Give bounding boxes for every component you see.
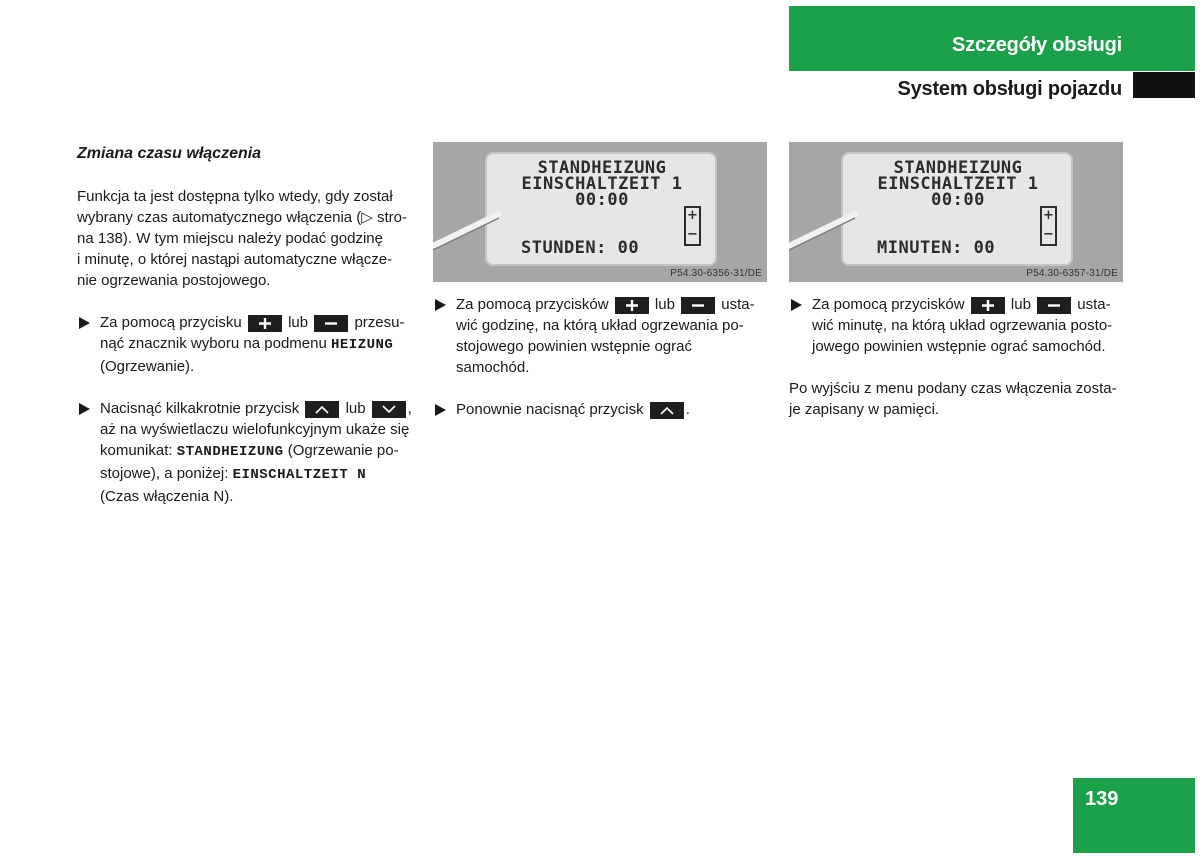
intro-line: wybrany czas automatycznego włączenia (▷ stro- [77, 209, 407, 226]
display-figure-hours [433, 142, 767, 282]
step-text: stojowe), a poniżej: [100, 465, 229, 482]
intro-line: na 138). W tym miejscu należy podać godzinę [77, 230, 383, 247]
arrow-up-icon [305, 401, 339, 418]
step-text: Nacisnąć kilkakrotnie przycisk [100, 400, 300, 417]
intro-line: nie ogrzewania postojowego. [77, 272, 271, 289]
display-line: EINSCHALTZEIT 1 [877, 174, 1039, 194]
display-message: EINSCHALTZEIT N [232, 467, 367, 483]
section-title: Szczegóły obsługi [952, 34, 1122, 56]
intro-paragraph [77, 186, 413, 291]
step-text: , [407, 400, 412, 417]
plus-icon: + [1043, 208, 1054, 223]
step-text: jowego powinien wstępnie ograć samochód. [812, 338, 1106, 355]
left-column [77, 143, 413, 528]
plus-icon [248, 315, 282, 332]
step-text: lub [1010, 296, 1031, 313]
step-text: (Ogrzewanie). [100, 358, 195, 375]
step-text: . [685, 401, 690, 418]
display-line: STANDHEIZUNG [537, 158, 667, 178]
right-column [789, 294, 1124, 441]
minus-icon: − [687, 227, 698, 242]
plus-icon [971, 297, 1005, 314]
step-text: Za pomocą przycisków [812, 296, 965, 313]
minus-icon [1037, 297, 1071, 314]
step-text: lub [288, 314, 309, 331]
plus-minus-indicator [1040, 206, 1057, 246]
display-line: 00:00 [931, 190, 985, 210]
step-text: (Ogrzewanie po- [287, 442, 399, 459]
step-text: lub [345, 400, 366, 417]
saved-note [789, 378, 1124, 420]
page-number: 139 [1085, 788, 1119, 810]
minus-icon: − [1043, 227, 1054, 242]
pointer-stylus-icon [789, 142, 879, 282]
step-press-up [433, 399, 767, 420]
figure-code: P54.30-6356-31/DE [670, 268, 762, 279]
figure-code: P54.30-6357-31/DE [1026, 268, 1118, 279]
step-text: lub [654, 296, 675, 313]
step-scroll-menu [77, 398, 413, 507]
minus-icon [314, 315, 348, 332]
intro-line: i minutę, o której nastąpi automatyczne włącze- [77, 251, 393, 268]
step-text: Za pomocą przycisku [100, 314, 242, 331]
display-line: 00:00 [575, 190, 629, 210]
display-value: STUNDEN: 00 [521, 238, 640, 258]
step-text: stojowego powinien wstępnie ograć samochód. [456, 338, 692, 376]
step-text: Ponownie nacisnąć przycisk [456, 401, 644, 418]
header-black-bar [1133, 72, 1195, 98]
step-text: przesu- [354, 314, 405, 331]
arrow-up-icon [650, 402, 684, 419]
plus-icon: + [687, 208, 698, 223]
display-figure-minutes [789, 142, 1123, 282]
triangle-bullet-icon [435, 404, 446, 416]
display-line: STANDHEIZUNG [893, 158, 1023, 178]
display-menu-name: HEIZUNG [330, 337, 394, 353]
step-text: usta- [721, 296, 755, 313]
step-set-minute [789, 294, 1124, 357]
pointer-stylus-icon [433, 142, 523, 282]
triangle-bullet-icon [435, 299, 446, 311]
step-text: usta- [1077, 296, 1111, 313]
middle-column [433, 294, 767, 441]
step-text: wić godzinę, na którą układ ogrzewania po- [456, 317, 744, 334]
minus-icon [681, 297, 715, 314]
display-message: STANDHEIZUNG [176, 444, 284, 460]
step-text: nąć znacznik wyboru na podmenu [100, 335, 327, 352]
step-text: komunikat: [100, 442, 173, 459]
step-text: wić minutę, na którą układ ogrzewania posto- [812, 317, 1113, 334]
procedure-heading: Zmiana czasu włączenia [77, 145, 262, 162]
triangle-bullet-icon [79, 317, 90, 329]
step-text: (Czas włączenia N). [100, 488, 234, 505]
arrow-down-icon [372, 401, 406, 418]
plus-icon [615, 297, 649, 314]
note-line: Po wyjściu z menu podany czas włączenia zosta- [789, 380, 1117, 397]
display-line: EINSCHALTZEIT 1 [521, 174, 683, 194]
intro-line: Funkcja ta jest dostępna tylko wtedy, gdy został [77, 188, 393, 205]
step-set-hour [433, 294, 767, 378]
note-line: je zapisany w pamięci. [789, 401, 940, 418]
step-text: Za pomocą przycisków [456, 296, 609, 313]
step-select-heizung [77, 312, 413, 377]
triangle-bullet-icon [79, 403, 90, 415]
plus-minus-indicator [684, 206, 701, 246]
triangle-bullet-icon [791, 299, 802, 311]
subsection-title: System obsługi pojazdu [897, 78, 1122, 100]
step-text: aż na wyświetlaczu wielofunkcyjnym ukaże się [100, 421, 410, 438]
display-value: MINUTEN: 00 [877, 238, 996, 258]
